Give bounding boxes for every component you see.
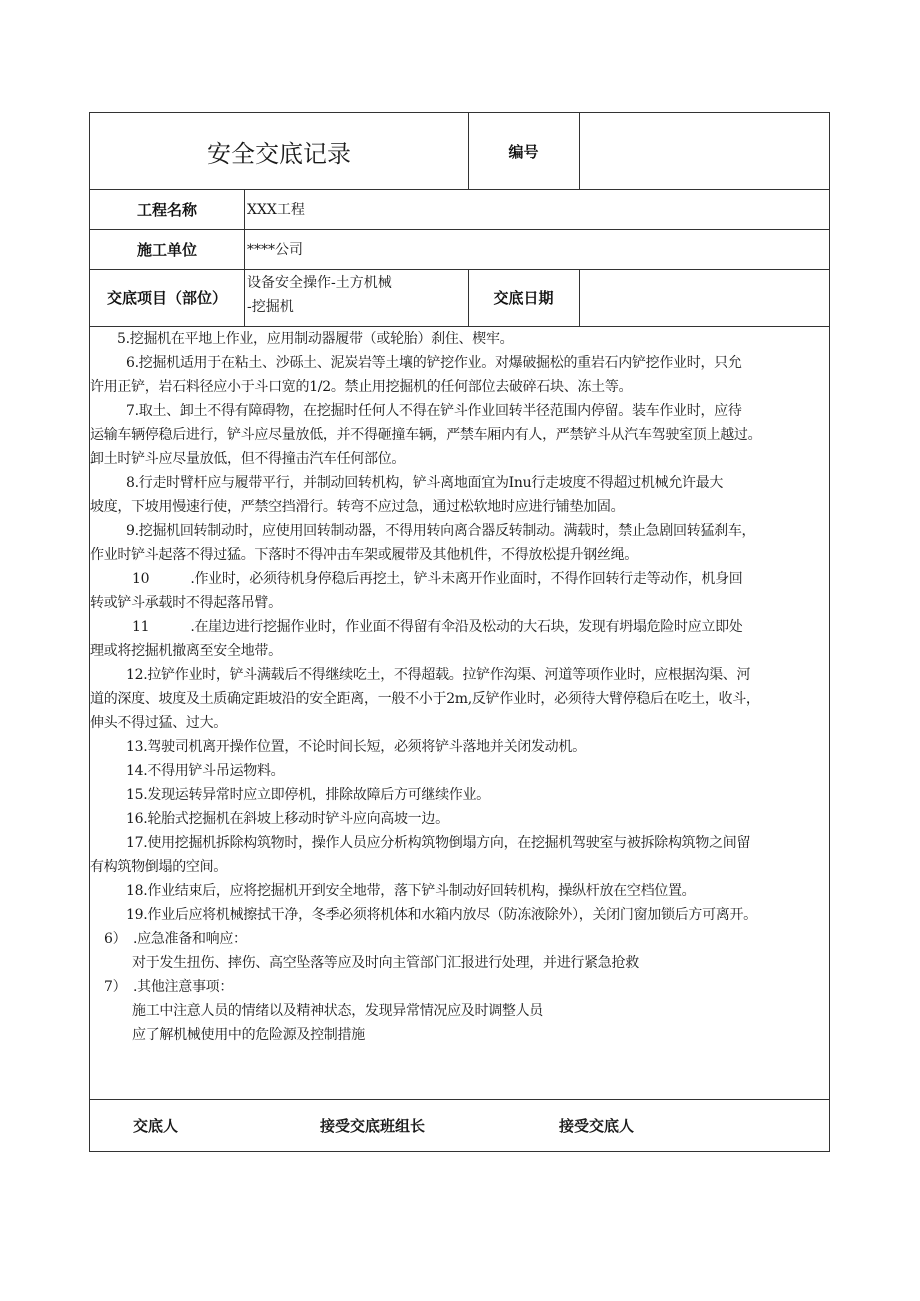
content-line: 6.挖掘机适用于在粘土、沙砾土、泥炭岩等土壤的铲挖作业。对爆破掘松的重岩石内铲挖作业时，只允 — [126, 355, 742, 371]
disclosure-content — [90, 327, 831, 1097]
content-line: 16.轮胎式挖掘机在斜坡上移动时铲斗应向高坡一边。 — [126, 811, 449, 827]
project-name-label: 工程名称 — [136, 200, 197, 219]
content-line: 作业时铲斗起落不得过猛。下落时不得冲击车架或履带及其他机件，不得放松提升钢丝绳。 — [90, 547, 638, 563]
content-line: 转或铲斗承载时不得起落吊臂。 — [90, 595, 282, 611]
content-line: 12.拉铲作业时，铲斗满载后不得继续吃土，不得超载。拉铲作沟渠、河道等项作业时，应根据沟渠、河 — [126, 667, 751, 683]
content-line: 道的深度、坡度及土质确定距坡沿的安全距离，一般不小于2m,反铲作业时，必须待大臂停稳后在吃土，收斗， — [90, 691, 760, 707]
team-leader-label: 接受交底班组长 — [320, 1117, 426, 1135]
content-line: 18.作业结束后，应将挖掘机开到安全地带，落下铲斗制动好回转机构，操纵杆放在空档位置。 — [126, 883, 696, 899]
content-line: 7） .其他注意事项： — [104, 979, 234, 995]
content-line: 17.使用挖掘机拆除构筑物时，操作人员应分析构筑物倒塌方向，在挖掘机驾驶室与被拆除构筑物之间留 — [126, 835, 751, 851]
disclosure-date-label: 交底日期 — [493, 289, 554, 307]
content-paragraph — [90, 327, 831, 1047]
disclosure-item-line: -挖掘机 — [247, 299, 294, 315]
contractor-label: 施工单位 — [136, 240, 197, 259]
content-line: 施工中注意人员的情绪以及精神状态，发现异常情况应及时调整人员 — [132, 1003, 543, 1019]
disclosure-item-label: 交底项目（部位） — [106, 289, 227, 307]
discloser-label: 交底人 — [133, 1117, 179, 1135]
content-line: 运输车辆停稳后进行，铲斗应尽量放低，并不得砸撞车辆，严禁车厢内有人，严禁铲斗从汽车驾驶室顶上越过。 — [90, 427, 762, 443]
safety-disclosure-form — [89, 112, 830, 1152]
disclosure-item-line: 设备安全操作-土方机械 — [247, 275, 392, 291]
content-line: 6） .应急准备和响应： — [104, 931, 247, 947]
receiver-label: 接受交底人 — [559, 1117, 635, 1135]
contractor-value: ****公司 — [247, 242, 303, 258]
disclosure-item-value — [244, 269, 468, 326]
content-line: 对于发生扭伤、摔伤、高空坠落等应及时向主管部门汇报进行处理，并进行紧急抢救 — [132, 955, 639, 971]
content-line: 11 .在崖边进行挖掘作业时，作业面不得留有伞沿及松动的大石块，发现有坍塌危险时应立即处 — [132, 619, 743, 635]
disclosure-date-value — [579, 269, 831, 326]
content-line: 坡度，下坡用慢速行使，严禁空挡滑行。转弯不应过急，通过松软地时应进行铺垫加固。 — [90, 499, 625, 515]
content-line: 卸土时铲斗应尽量放低，但不得撞击汽车任何部位。 — [90, 451, 406, 467]
content-line: 7.取土、卸土不得有障碍物，在挖掘时任何人不得在铲斗作业回转半径范围内停留。装车作业时，应待 — [126, 403, 742, 419]
content-line: 有构筑物倒塌的空间。 — [90, 859, 227, 875]
project-name-value: XXX工程 — [247, 202, 305, 218]
number-label: 编号 — [508, 142, 539, 161]
content-line: 应了解机械使用中的危险源及控制措施 — [132, 1027, 365, 1043]
content-line: 许用正铲，岩石料径应小于斗口宽的1/2。禁止用挖掘机的任何部位去破碎石块、冻土等。 — [90, 379, 633, 395]
number-value — [579, 113, 831, 189]
content-line: 8.行走时臂杆应与履带平行，并制动回转机构，铲斗离地面宜为Inu行走坡度不得超过机械允许最大 — [126, 475, 724, 491]
page-title: 安全交底记录 — [207, 139, 351, 168]
content-line: 19.作业后应将机械擦拭干净，冬季必须将机体和水箱内放尽（防冻液除外），关闭门窗加锁后方可离开。 — [126, 907, 757, 923]
row-divider — [90, 1099, 829, 1100]
content-line: 9.挖掘机回转制动时，应使用回转制动器，不得用转向离合器反转制动。满载时，禁止急剧回转猛刹车， — [126, 523, 756, 539]
content-line: 14.不得用铲斗吊运物料。 — [126, 763, 285, 779]
content-line: 10 .作业时，必须待机身停稳后再挖土，铲斗未离开作业面时，不得作回转行走等动作，机身回 — [132, 571, 743, 587]
content-line: 5.挖掘机在平地上作业，应用制动器履带（或轮胎）刹住、楔牢。 — [117, 331, 514, 347]
content-line: 15.发现运转异常时应立即停机，排除故障后方可继续作业。 — [126, 787, 490, 803]
content-line: 理或将挖掘机撤离至安全地带。 — [90, 643, 282, 659]
content-line: 13.驾驶司机离开操作位置，不论时间长短，必须将铲斗落地并关闭发动机。 — [126, 739, 586, 755]
content-line: 伸头不得过猛、过大。 — [90, 715, 227, 731]
